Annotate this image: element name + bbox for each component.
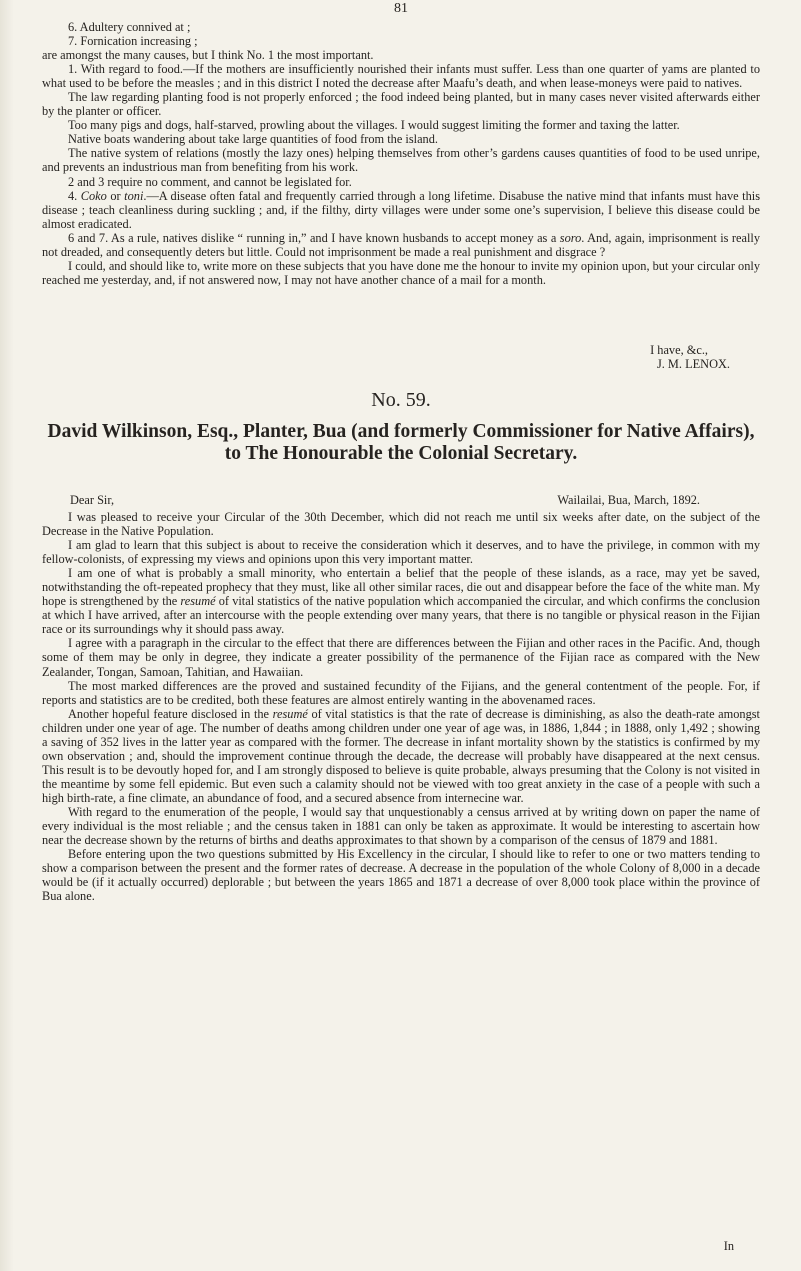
paragraph: The native system of relations (mostly the lazy ones) helping themselves from other’s gardens causes quantities of food to be used unripe, and prevents an industrious man from benefiting from his work.: [42, 146, 760, 175]
document-number: No. 59.: [371, 389, 431, 411]
italic-term: resumé: [272, 706, 308, 721]
signature-name: J. M. LENOX.: [656, 357, 730, 372]
signature-block: [42, 343, 760, 371]
place-date: Wailailai, Bua, March, 1892.: [557, 493, 700, 507]
paragraph: Native boats wandering about take large quantities of food from the island.: [68, 132, 438, 147]
paragraph: I agree with a paragraph in the circular to the effect that there are differences between the Fijian and other races in the Pacific. And, though some of them may be only in degree, they indicate a greater possibility of the permanence of the Fijian race as compared with the New Zealander, Tongan, Samoan, Tahitian, and Hawaiian.: [42, 636, 760, 679]
binding-edge: [0, 0, 14, 1271]
paragraph: Before entering upon the two questions submitted by His Excellency in the circular, I should like to refer to one or two matters tending to show a comparison between the present and the former rates of decrease. A decrease in the population of the whole Colony of 8,000 in a decade would be (if it actually occurred) deplorable ; but between the years 1865 and 1871 a decrease of over 8,000 took place within the province of Bua alone.: [42, 847, 760, 904]
paragraph: The law regarding planting food is not properly enforced ; the food indeed being planted, but in many cases never visited afterwards either by the planter or officer.: [42, 90, 760, 119]
paragraph: The most marked differences are the proved and sustained fecundity of the Fijians, and the general contentment of the people. For, if reports and statistics are to be credited, both these features are almost entirely wanting in the abovenamed races.: [42, 678, 760, 707]
page-number: 81: [394, 1, 408, 16]
paragraph: 4. Coko or toni.—A disease often fatal and frequently carried through a long lifetime. Disabuse the native mind that infants must have this disease ; teach cleanliness during suckling ; and, if the filthy, dirty villages were under some one’s supervision, I believe this disease could be almost eradicated.: [42, 188, 761, 231]
paragraph: 6 and 7. As a rule, natives dislike “ running in,” and I have known husbands to accept money as a soro. And, again, imprisonment is really not dreaded, and consequently deters but little. Could not imprisonment be made a real punishment and disgrace ?: [42, 230, 761, 259]
paragraph: With regard to the enumeration of the people, I would say that unquestionably a census arrived at by writing down on paper the name of every individual is the most reliable ; and the census taken in 1881 can only be taken as approximate. It would be interesting to ascertain how near the decrease shown by the returns of births and deaths approximates to that shown by a comparison of the census of 1879 and 1881.: [42, 804, 760, 848]
italic-term: resumé: [180, 594, 216, 609]
paragraph: Too many pigs and dogs, half-starved, prowling about the villages. I would suggest limiting the former and taxing the latter.: [68, 118, 680, 133]
italic-term: Coko: [80, 188, 107, 203]
document-title: David Wilkinson, Esq., Planter, Bua (and formerly Commissioner for Native Affairs), to The Honourable the Colonial Secretary.: [47, 421, 755, 464]
paragraph: 2 and 3 require no comment, and cannot be legislated for.: [68, 174, 352, 189]
paragraph: 1. With regard to food.—If the mothers are insufficiently nourished their infants must suffer. Less than one quarter of yams are planted to what used to be before the measles ; and in this district I noted the decrease after Maafu’s death, and when lease-moneys were paid to natives.: [42, 62, 760, 91]
italic-term: soro: [559, 230, 582, 245]
paragraph: I was pleased to receive your Circular of the 30th December, which did not reach me until six weeks after date, on the subject of the Decrease in the Native Population.: [42, 510, 760, 539]
catchword: In: [723, 1239, 734, 1253]
salutation: Dear Sir,: [70, 493, 115, 507]
list-item: 7. Fornication increasing ;: [68, 34, 198, 49]
signature-closing: I have, &c.,: [650, 343, 708, 357]
italic-term: toni: [124, 188, 144, 203]
paragraph: are amongst the many causes, but I think No. 1 the most important.: [42, 48, 374, 63]
lenox-letter-body: [42, 20, 760, 287]
paragraph: I am one of what is probably a small minority, who entertain a belief that the people of these islands, as a race, may yet be saved, notwithstanding the oft-repeated prophecy that they must, like all other similar races, die out and disappear before the face of the white man. My hope is strengthened by the resumé of vital statistics of the native population which accompanied the circular, and which confirms the conclusion at which I have arrived, after an intercourse with the people extending over many years, that there is no tangible or physical reason in the Fijian race or its surroundings why it should pass away.: [42, 566, 760, 637]
paragraph: I could, and should like to, write more on these subjects that you have done me the honour to invite my opinion upon, but your circular only reached me yesterday, and, if not answered now, I may not have another chance of a mail for a month.: [42, 258, 760, 287]
wilkinson-letter-body: [42, 510, 760, 903]
list-item: 6. Adultery connived at ;: [68, 20, 191, 34]
document-page: [42, 0, 760, 1271]
paragraph: I am glad to learn that this subject is about to receive the consideration which it deserves, and to have the privilege, in common with my fellow-colonists, of expressing my views and opinions upon this very important matter.: [42, 538, 760, 567]
paragraph: Another hopeful feature disclosed in the resumé of vital statistics is that the rate of decrease is diminishing, as also the death-rate amongst children under one year of age. The number of deaths among children under one year of age was, in 1886, 1,844 ; in 1888, only 1,492 ; showing a saving of 352 lives in the latter year as compared with the former. The decrease in infant mortality shown by the statistics is confirmed by my own observation ; and, should the improvement continue through the decade, the decrease will probably have disappeared at the next census. This result is to be devoutly hoped for, and I am strongly disposed to believe is quite probable, always presuming that the Colony is not visited in the meantime by some fell epidemic. But even such a calamity should not be viewed with too great anxiety in the case of a people with such a high birth-rate, a fine climate, an abundance of food, and a secured absence from internecine war.: [42, 706, 760, 805]
